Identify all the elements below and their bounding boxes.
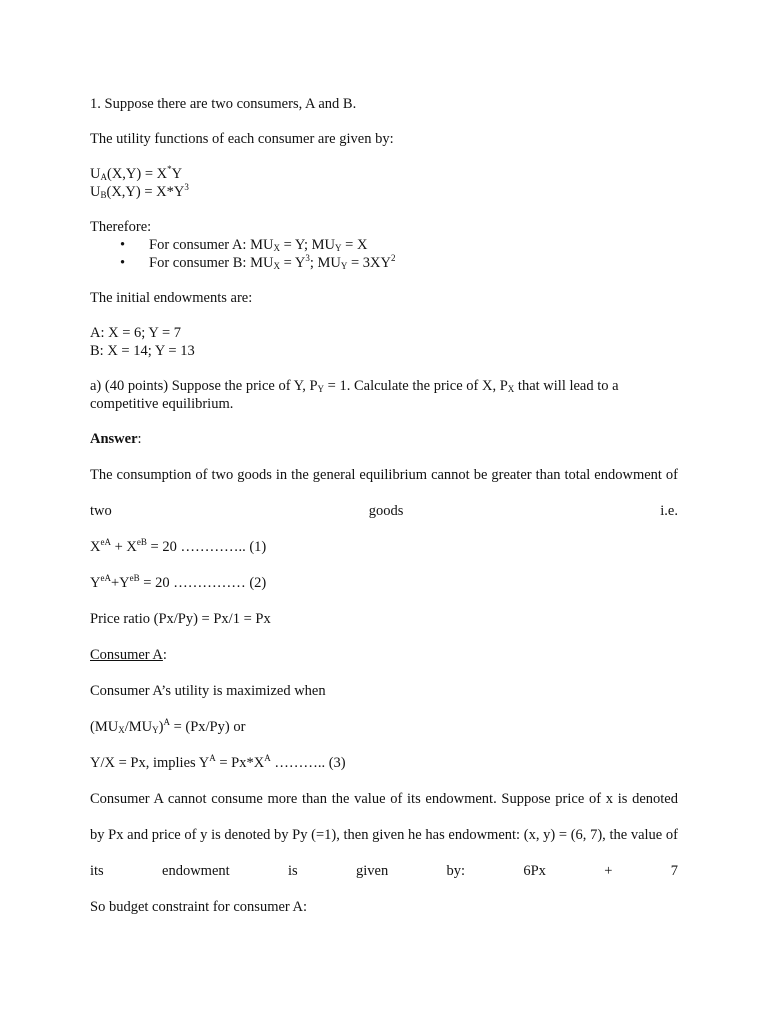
equation-1: $X^{eA} + X^{eB} = 20$ ………….. (1) bbox=[90, 537, 267, 555]
budget-constraint-label: So budget constraint for consumer A: bbox=[90, 899, 308, 915]
marginal-utility-list bbox=[90, 236, 678, 272]
list-item-consumer-b: • For consumer B: $MU_X = Y^3$; $MU_Y = 3XY^2$ bbox=[120, 253, 396, 271]
equation-3: Y/X = Px, implies $Y^A = Px*X^A$ ……….. (3) bbox=[90, 753, 346, 771]
equation-2: $Y^{eA}+Y^{eB} = 20$ …………… (2) bbox=[90, 573, 267, 591]
bullet-icon: • bbox=[120, 255, 126, 271]
mrs-condition: $(MU_X/MU_Y)^A = (Px/Py)$ or bbox=[90, 717, 246, 735]
part-a-question: a) (40 points) Suppose the price of Y, $P_Y = 1$. Calculate the price of X, $P_X$ that will lead to a bbox=[90, 378, 619, 394]
endowment-paragraph: Consumer A cannot consume more than the value of its endowment. Suppose price of x is denoted by Px and price of y is denoted by Py (=1), then given he has endowment: (x, y) = (6, 7), the value of its endowment is given by: 6Px + 7 bbox=[90, 791, 678, 879]
endowment-a: A: X = 6; Y = 7 bbox=[90, 325, 182, 341]
list-item-consumer-a: • For consumer A: $MU_X = Y$; $MU_Y = X$ bbox=[120, 237, 368, 253]
utility-function-b: $U_B(X,Y) = X*Y^3$ bbox=[90, 182, 189, 200]
question-1: 1. Suppose there are two consumers, A and B. bbox=[90, 96, 357, 112]
utility-max-text: Consumer A’s utility is maximized when bbox=[90, 683, 326, 699]
price-ratio: Price ratio (Px/Py) = Px/1 = Px bbox=[90, 611, 271, 627]
document-page bbox=[90, 95, 678, 925]
answer-heading: Answer: bbox=[90, 431, 142, 447]
consumer-a-heading: Consumer A: bbox=[90, 647, 167, 663]
endowment-b: B: X = 14; Y = 13 bbox=[90, 343, 195, 359]
utility-function-a: $U_A(X,Y) = X^*Y$ bbox=[90, 164, 183, 182]
part-a-question-cont: competitive equilibrium. bbox=[90, 396, 234, 412]
utility-intro: The utility functions of each consumer are given by: bbox=[90, 131, 394, 147]
consumption-paragraph: The consumption of two goods in the general equilibrium cannot be greater than total endowment of two goods i.e. bbox=[90, 467, 678, 519]
endowment-intro: The initial endowments are: bbox=[90, 290, 253, 306]
therefore-label: Therefore: bbox=[90, 219, 152, 235]
bullet-icon: • bbox=[120, 237, 126, 253]
